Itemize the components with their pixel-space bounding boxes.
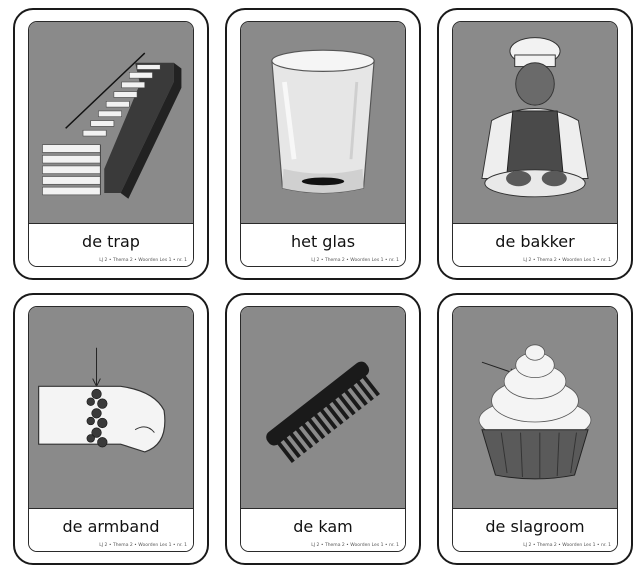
card-footer: LJ 2 • Thema 2 • Woorden Les 1 • nr. 1 bbox=[99, 543, 187, 548]
card-frame bbox=[28, 21, 194, 267]
caption-band bbox=[241, 508, 405, 551]
caption-band bbox=[29, 508, 193, 551]
card-frame bbox=[452, 306, 618, 552]
picture-area bbox=[453, 307, 617, 509]
staircase-icon bbox=[29, 22, 193, 224]
card-footer: LJ 2 • Thema 2 • Woorden Les 1 • nr. 1 bbox=[99, 258, 187, 263]
card-word: de trap bbox=[82, 232, 140, 251]
card-frame bbox=[240, 21, 406, 267]
flashcard bbox=[13, 8, 209, 280]
bracelet-icon bbox=[29, 307, 193, 509]
caption-band bbox=[453, 508, 617, 551]
card-footer: LJ 2 • Thema 2 • Woorden Les 1 • nr. 1 bbox=[311, 543, 399, 548]
comb-icon bbox=[241, 307, 405, 509]
flashcard bbox=[225, 293, 421, 565]
caption-band bbox=[453, 223, 617, 266]
flashcard bbox=[437, 293, 633, 565]
card-frame bbox=[452, 21, 618, 267]
card-frame bbox=[28, 306, 194, 552]
flashcard bbox=[437, 8, 633, 280]
caption-band bbox=[241, 223, 405, 266]
picture-area bbox=[453, 22, 617, 224]
picture-area bbox=[29, 22, 193, 224]
picture-area bbox=[241, 307, 405, 509]
card-word: de armband bbox=[62, 517, 160, 536]
flashcard bbox=[13, 293, 209, 565]
card-word: de slagroom bbox=[485, 517, 585, 536]
glass-icon bbox=[241, 22, 405, 224]
whipped-cream-icon bbox=[453, 307, 617, 509]
baker-icon bbox=[453, 22, 617, 224]
picture-area bbox=[241, 22, 405, 224]
picture-area bbox=[29, 307, 193, 509]
card-footer: LJ 2 • Thema 2 • Woorden Les 1 • nr. 1 bbox=[523, 258, 611, 263]
card-footer: LJ 2 • Thema 2 • Woorden Les 1 • nr. 1 bbox=[523, 543, 611, 548]
card-word: het glas bbox=[290, 232, 356, 251]
flashcard bbox=[225, 8, 421, 280]
caption-band bbox=[29, 223, 193, 266]
card-footer: LJ 2 • Thema 2 • Woorden Les 1 • nr. 1 bbox=[311, 258, 399, 263]
card-word: de kam bbox=[293, 517, 353, 536]
card-frame bbox=[240, 306, 406, 552]
card-word: de bakker bbox=[495, 232, 575, 251]
